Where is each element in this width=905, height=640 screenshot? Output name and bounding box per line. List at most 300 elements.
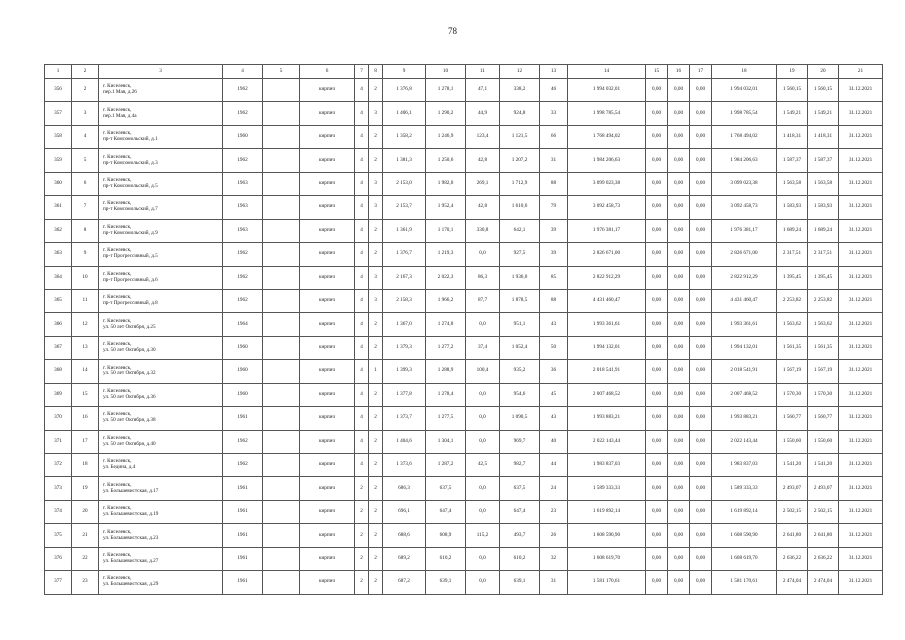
cell-c16: 0,00	[668, 407, 690, 430]
cell-c18: 1 983 837,03	[712, 454, 777, 477]
cell-c14: 1 619 892,14	[568, 500, 646, 523]
cell-c2: 14	[72, 360, 99, 383]
cell-c14: 1 608 590,90	[568, 524, 646, 547]
cell-c6: кирпич	[300, 172, 355, 195]
cell-c13: 31	[540, 571, 568, 594]
table-row	[45, 360, 883, 383]
cell-c15: 0,00	[646, 102, 668, 125]
cell-c1: 358	[45, 125, 72, 148]
table-row	[45, 336, 883, 359]
cell-c6: кирпич	[300, 571, 355, 594]
cell-c10: 1 278,4	[426, 383, 466, 406]
cell-c16: 0,00	[668, 219, 690, 242]
cell-c12: 1 610,6	[500, 196, 540, 219]
cell-c10: 1 250,6	[426, 149, 466, 172]
cell-c21: 31.12.2021	[839, 571, 883, 594]
cell-c8: 2	[369, 524, 383, 547]
cell-c16: 0,00	[668, 383, 690, 406]
address-cell	[99, 430, 223, 453]
cell-c6: кирпич	[300, 219, 355, 242]
cell-c14: 1 768 494,02	[568, 125, 646, 148]
cell-c21: 31.12.2021	[839, 102, 883, 125]
address-street: ул. 50 лет Октября, д.25	[103, 323, 156, 330]
cell-c20: 2 317,51	[808, 243, 839, 266]
cell-c7: 4	[355, 125, 369, 148]
address-city: г. Киселевск,	[103, 83, 132, 90]
cell-c16: 0,00	[668, 196, 690, 219]
cell-c8: 2	[369, 407, 383, 430]
cell-c2: 3	[72, 102, 99, 125]
cell-c1: 377	[45, 571, 72, 594]
cell-c14: 1 993 883,21	[568, 407, 646, 430]
cell-c21: 31.12.2021	[839, 547, 883, 570]
cell-c13: 24	[540, 477, 568, 500]
cell-c17: 0,00	[690, 383, 712, 406]
cell-c7: 4	[355, 266, 369, 289]
cell-c16: 0,00	[668, 477, 690, 500]
cell-c1: 360	[45, 172, 72, 195]
cell-c9: 689,2	[383, 547, 426, 570]
cell-c21: 31.12.2021	[839, 243, 883, 266]
cell-c17: 0,00	[690, 430, 712, 453]
cell-c1: 365	[45, 289, 72, 312]
cell-c18: 1 768 494,02	[712, 125, 777, 148]
cell-c19: 1 541,20	[777, 454, 808, 477]
cell-c9: 2 167,3	[383, 266, 426, 289]
cell-c7: 4	[355, 383, 369, 406]
cell-c15: 0,00	[646, 196, 668, 219]
address-cell	[99, 125, 223, 148]
cell-c19: 1 549,21	[777, 102, 808, 125]
cell-c10: 1 982,0	[426, 172, 466, 195]
cell-c16: 0,00	[668, 571, 690, 594]
cell-c1: 367	[45, 336, 72, 359]
table-row	[45, 524, 883, 547]
cell-c7: 4	[355, 289, 369, 312]
address-city: г. Киселевск,	[103, 434, 132, 441]
address-city: г. Киселевск,	[103, 481, 132, 488]
cell-c21: 31.12.2021	[839, 219, 883, 242]
cell-c4: 1962	[223, 289, 263, 312]
cell-c20: 1 549,21	[808, 102, 839, 125]
cell-c19: 2 636,22	[777, 547, 808, 570]
cell-c11: 330,8	[466, 219, 500, 242]
cell-c6: кирпич	[300, 336, 355, 359]
cell-c17: 0,00	[690, 149, 712, 172]
cell-c14: 2 822 912,29	[568, 266, 646, 289]
cell-c13: 43	[540, 407, 568, 430]
cell-c19: 2 493,07	[777, 477, 808, 500]
cell-c5	[263, 79, 300, 102]
cell-c15: 0,00	[646, 172, 668, 195]
column-number-header: 6	[300, 65, 355, 79]
cell-c17: 0,00	[690, 289, 712, 312]
cell-c16: 0,00	[668, 266, 690, 289]
column-number-header: 17	[690, 65, 712, 79]
cell-c5	[263, 266, 300, 289]
cell-c18: 2 018 541,91	[712, 360, 777, 383]
cell-c20: 1 395,45	[808, 266, 839, 289]
cell-c11: 42,5	[466, 454, 500, 477]
cell-c18: 2 826 671,00	[712, 243, 777, 266]
column-number-header: 2	[72, 65, 99, 79]
cell-c14: 1 994 032,01	[568, 79, 646, 102]
cell-c11: 0,0	[466, 571, 500, 594]
cell-c10: 1 290,2	[426, 102, 466, 125]
cell-c15: 0,00	[646, 571, 668, 594]
cell-c21: 31.12.2021	[839, 524, 883, 547]
cell-c8: 2	[369, 219, 383, 242]
cell-c13: 45	[540, 383, 568, 406]
cell-c17: 0,00	[690, 196, 712, 219]
address-city: г. Киселевск,	[103, 130, 132, 137]
cell-c4: 1962	[223, 266, 263, 289]
cell-c1: 373	[45, 477, 72, 500]
cell-c14: 1 608 619,70	[568, 547, 646, 570]
cell-c12: 1 712,9	[500, 172, 540, 195]
cell-c15: 0,00	[646, 524, 668, 547]
cell-c11: 0,0	[466, 243, 500, 266]
address-city: г. Киселевск,	[103, 341, 132, 348]
cell-c19: 2 474,04	[777, 571, 808, 594]
address-cell	[99, 102, 223, 125]
address-street: ул. 50 лет Октября, д.36	[103, 393, 156, 400]
address-city: г. Киселевск,	[103, 575, 132, 582]
cell-c15: 0,00	[646, 547, 668, 570]
cell-c11: 0,0	[466, 547, 500, 570]
address-cell	[99, 454, 223, 477]
cell-c18: 1 608 619,70	[712, 547, 777, 570]
cell-c17: 0,00	[690, 219, 712, 242]
address-cell	[99, 360, 223, 383]
address-city: г. Киселевск,	[103, 270, 132, 277]
column-number-header: 13	[540, 65, 568, 79]
cell-c16: 0,00	[668, 547, 690, 570]
address-cell	[99, 336, 223, 359]
cell-c9: 1 406,1	[383, 102, 426, 125]
column-number-header: 19	[777, 65, 808, 79]
cell-c10: 639,1	[426, 571, 466, 594]
address-city: г. Киселевск,	[103, 223, 132, 230]
cell-c7: 4	[355, 336, 369, 359]
cell-c18: 1 993 883,21	[712, 407, 777, 430]
address-city: г. Киселевск,	[103, 317, 132, 324]
cell-c12: 642,1	[500, 219, 540, 242]
cell-c20: 1 541,20	[808, 454, 839, 477]
cell-c18: 1 998 785,54	[712, 102, 777, 125]
cell-c6: кирпич	[300, 266, 355, 289]
cell-c14: 1 998 785,54	[568, 102, 646, 125]
cell-c8: 3	[369, 102, 383, 125]
cell-c20: 2 636,22	[808, 547, 839, 570]
cell-c4: 1961	[223, 524, 263, 547]
cell-c5	[263, 243, 300, 266]
cell-c17: 0,00	[690, 102, 712, 125]
cell-c5	[263, 454, 300, 477]
cell-c18: 1 581 170,61	[712, 571, 777, 594]
cell-c17: 0,00	[690, 243, 712, 266]
cell-c19: 2 641,80	[777, 524, 808, 547]
cell-c10: 1 277,5	[426, 407, 466, 430]
cell-c1: 364	[45, 266, 72, 289]
cell-c13: 36	[540, 360, 568, 383]
cell-c10: 1 966,2	[426, 289, 466, 312]
address-street: пр-т Прогрессивный, д.5	[103, 253, 158, 260]
address-street: пр-т Комсомольский, д.1	[103, 136, 158, 143]
cell-c12: 1 052,4	[500, 336, 540, 359]
cell-c1: 371	[45, 430, 72, 453]
cell-c6: кирпич	[300, 430, 355, 453]
cell-c7: 2	[355, 571, 369, 594]
cell-c21: 31.12.2021	[839, 196, 883, 219]
cell-c10: 1 219,3	[426, 243, 466, 266]
cell-c6: кирпич	[300, 454, 355, 477]
address-street: пр-т Прогрессивный, д.8	[103, 300, 158, 307]
cell-c19: 2 253,82	[777, 289, 808, 312]
cell-c2: 20	[72, 500, 99, 523]
cell-c16: 0,00	[668, 524, 690, 547]
cell-c1: 363	[45, 243, 72, 266]
cell-c20: 1 560,77	[808, 407, 839, 430]
cell-c7: 4	[355, 430, 369, 453]
column-number-header: 12	[500, 65, 540, 79]
column-number-header: 21	[839, 65, 883, 79]
cell-c13: 85	[540, 266, 568, 289]
cell-c6: кирпич	[300, 313, 355, 336]
cell-c4: 1963	[223, 219, 263, 242]
cell-c11: 123,4	[466, 125, 500, 148]
cell-c5	[263, 407, 300, 430]
cell-c2: 18	[72, 454, 99, 477]
cell-c2: 22	[72, 547, 99, 570]
cell-c13: 44	[540, 454, 568, 477]
address-city: г. Киселевск,	[103, 528, 132, 535]
cell-c17: 0,00	[690, 571, 712, 594]
cell-c21: 31.12.2021	[839, 430, 883, 453]
cell-c2: 13	[72, 336, 99, 359]
cell-c10: 1 952,4	[426, 196, 466, 219]
cell-c20: 2 502,15	[808, 500, 839, 523]
cell-c2: 16	[72, 407, 99, 430]
cell-c19: 1 570,30	[777, 383, 808, 406]
cell-c20: 2 253,82	[808, 289, 839, 312]
cell-c17: 0,00	[690, 172, 712, 195]
cell-c20: 1 560,15	[808, 79, 839, 102]
cell-c17: 0,00	[690, 547, 712, 570]
address-street: ул. 50 лет Октября, д.38	[103, 417, 156, 424]
address-street: пр-т Комсомольский, д.3	[103, 159, 158, 166]
cell-c21: 31.12.2021	[839, 454, 883, 477]
cell-c9: 1 376,8	[383, 79, 426, 102]
address-city: г. Киселевск,	[103, 387, 132, 394]
cell-c13: 33	[540, 102, 568, 125]
page-number: 78	[448, 26, 457, 36]
cell-c1: 374	[45, 500, 72, 523]
cell-c6: кирпич	[300, 79, 355, 102]
cell-c13: 66	[540, 125, 568, 148]
housing-register-table	[44, 64, 883, 595]
cell-c8: 2	[369, 571, 383, 594]
cell-c8: 2	[369, 79, 383, 102]
cell-c5	[263, 360, 300, 383]
cell-c16: 0,00	[668, 454, 690, 477]
cell-c9: 1 404,6	[383, 430, 426, 453]
cell-c11: 0,0	[466, 477, 500, 500]
cell-c6: кирпич	[300, 243, 355, 266]
address-city: г. Киселевск,	[103, 200, 132, 207]
cell-c1: 368	[45, 360, 72, 383]
cell-c5	[263, 477, 300, 500]
cell-c9: 696,1	[383, 500, 426, 523]
cell-c21: 31.12.2021	[839, 289, 883, 312]
cell-c1: 356	[45, 79, 72, 102]
cell-c11: 86,3	[466, 266, 500, 289]
cell-c2: 5	[72, 149, 99, 172]
cell-c6: кирпич	[300, 477, 355, 500]
cell-c5	[263, 547, 300, 570]
address-city: г. Киселевск,	[103, 458, 132, 465]
cell-c10: 1 288,9	[426, 360, 466, 383]
address-city: г. Киселевск,	[103, 505, 132, 512]
cell-c1: 369	[45, 383, 72, 406]
cell-c13: 39	[540, 243, 568, 266]
cell-c21: 31.12.2021	[839, 125, 883, 148]
cell-c19: 1 561,35	[777, 336, 808, 359]
cell-c9: 687,2	[383, 571, 426, 594]
cell-c9: 1 367,0	[383, 313, 426, 336]
cell-c18: 1 994 132,01	[712, 336, 777, 359]
cell-c5	[263, 125, 300, 148]
column-number-header: 4	[223, 65, 263, 79]
cell-c20: 2 641,80	[808, 524, 839, 547]
column-number-header: 11	[466, 65, 500, 79]
column-number-header: 3	[99, 65, 223, 79]
column-number-header: 1	[45, 65, 72, 79]
cell-c14: 1 984 206,63	[568, 149, 646, 172]
cell-c8: 2	[369, 313, 383, 336]
address-cell	[99, 547, 223, 570]
address-street: пер.1 Мая, д.4а	[103, 112, 137, 119]
cell-c5	[263, 102, 300, 125]
cell-c10: 608,9	[426, 524, 466, 547]
cell-c8: 2	[369, 336, 383, 359]
cell-c7: 4	[355, 454, 369, 477]
cell-c19: 1 563,62	[777, 313, 808, 336]
cell-c19: 1 587,37	[777, 149, 808, 172]
cell-c8: 2	[369, 500, 383, 523]
address-street: ул. Бедина, д.4	[103, 464, 136, 471]
cell-c16: 0,00	[668, 79, 690, 102]
cell-c13: 88	[540, 172, 568, 195]
cell-c19: 1 563,58	[777, 172, 808, 195]
cell-c17: 0,00	[690, 360, 712, 383]
cell-c2: 23	[72, 571, 99, 594]
cell-c4: 1961	[223, 547, 263, 570]
address-city: г. Киселевск,	[103, 364, 132, 371]
cell-c18: 2 007 468,52	[712, 383, 777, 406]
cell-c9: 1 373,7	[383, 407, 426, 430]
cell-c12: 639,1	[500, 571, 540, 594]
column-number-header: 7	[355, 65, 369, 79]
address-street: ул. 50 лет Октября, д.32	[103, 370, 156, 377]
cell-c4: 1960	[223, 336, 263, 359]
cell-c6: кирпич	[300, 196, 355, 219]
cell-c11: 37,4	[466, 336, 500, 359]
table-row	[45, 266, 883, 289]
address-cell	[99, 383, 223, 406]
cell-c8: 2	[369, 547, 383, 570]
cell-c20: 1 563,58	[808, 172, 839, 195]
cell-c5	[263, 219, 300, 242]
cell-c11: 44,9	[466, 102, 500, 125]
cell-c10: 1 304,1	[426, 430, 466, 453]
address-city: г. Киселевск,	[103, 177, 132, 183]
cell-c14: 1 976 381,17	[568, 219, 646, 242]
cell-c10: 647,4	[426, 500, 466, 523]
cell-c4: 1962	[223, 243, 263, 266]
cell-c5	[263, 571, 300, 594]
cell-c10: 1 170,1	[426, 219, 466, 242]
cell-c18: 4 431 460,47	[712, 289, 777, 312]
cell-c21: 31.12.2021	[839, 500, 883, 523]
cell-c19: 1 583,93	[777, 196, 808, 219]
cell-c18: 1 984 206,63	[712, 149, 777, 172]
cell-c6: кирпич	[300, 149, 355, 172]
cell-c14: 1 581 170,61	[568, 571, 646, 594]
cell-c21: 31.12.2021	[839, 407, 883, 430]
cell-c19: 1 560,15	[777, 79, 808, 102]
cell-c12: 1 090,5	[500, 407, 540, 430]
cell-c2: 2	[72, 79, 99, 102]
cell-c6: кирпич	[300, 547, 355, 570]
address-cell	[99, 266, 223, 289]
cell-c9: 1 376,7	[383, 243, 426, 266]
cell-c19: 2 317,51	[777, 243, 808, 266]
cell-c10: 1 277,2	[426, 336, 466, 359]
cell-c9: 1 399,3	[383, 360, 426, 383]
cell-c19: 1 689,24	[777, 219, 808, 242]
cell-c2: 4	[72, 125, 99, 148]
cell-c8: 2	[369, 477, 383, 500]
address-cell	[99, 196, 223, 219]
cell-c17: 0,00	[690, 125, 712, 148]
cell-c16: 0,00	[668, 243, 690, 266]
table-row	[45, 547, 883, 570]
cell-c14: 2 018 541,91	[568, 360, 646, 383]
cell-c7: 4	[355, 79, 369, 102]
cell-c6: кирпич	[300, 383, 355, 406]
address-cell	[99, 149, 223, 172]
cell-c18: 1 976 381,17	[712, 219, 777, 242]
cell-c5	[263, 524, 300, 547]
cell-c20: 1 550,60	[808, 430, 839, 453]
cell-c6: кирпич	[300, 407, 355, 430]
cell-c2: 11	[72, 289, 99, 312]
cell-c7: 4	[355, 172, 369, 195]
cell-c4: 1962	[223, 149, 263, 172]
cell-c12: 954,6	[500, 383, 540, 406]
table-row	[45, 477, 883, 500]
cell-c5	[263, 500, 300, 523]
cell-c11: 269,1	[466, 172, 500, 195]
address-street: пр-т Комсомольский, д.5	[103, 182, 158, 189]
address-street: ул. Большевистская, д.23	[103, 534, 159, 541]
column-number-header: 15	[646, 65, 668, 79]
cell-c10: 1 274,8	[426, 313, 466, 336]
cell-c18: 2 022 143,44	[712, 430, 777, 453]
cell-c14: 1 994 132,01	[568, 336, 646, 359]
cell-c8: 2	[369, 243, 383, 266]
